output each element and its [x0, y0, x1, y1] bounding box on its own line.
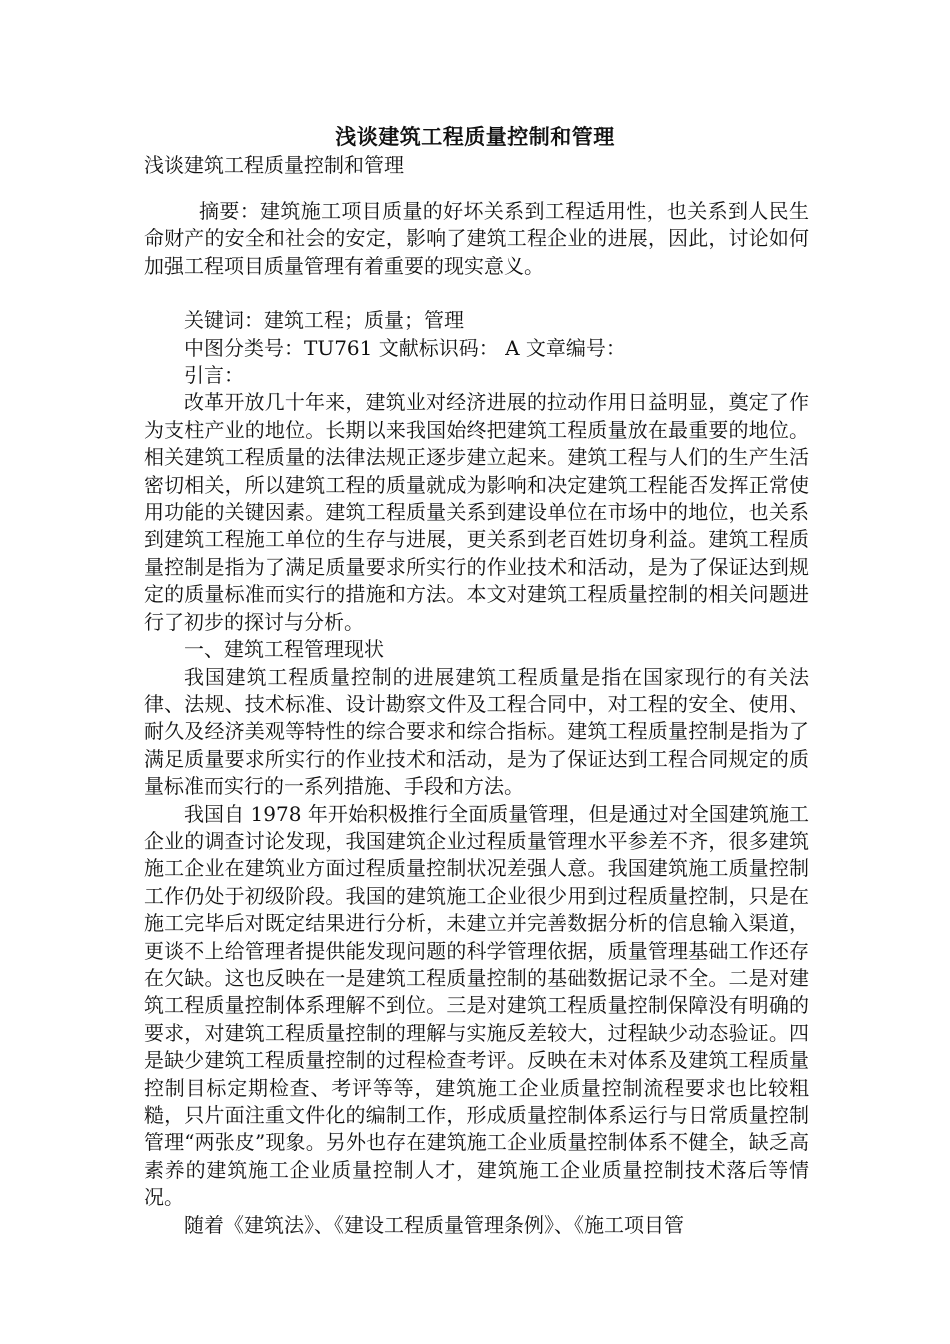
intro-paragraph: 改革开放几十年来，建筑业对经济进展的拉动作用日益明显，奠定了作为支柱产业的地位。长期以来我国始终把建筑工程质量放在最重要的地位。相关建筑工程质量的法律法规正逐步建立起来。建筑工程与人们的生产生活密切相关，所以建筑工程的质量就成为影响和决定建筑工程能否发挥正常使用功能的关键因素。建筑工程质量关系到建设单位在市场中的地位，也关系到建筑工程施工单位的生存与进展，更关系到老百姓切身利益。建筑工程质量控制是指为了满足质量要求所实行的作业技术和活动，是为了保证达到规定的质量标准而实行的措施和方法。本文对建筑工程质量控制的相关问题进行了初步的探讨与分析。	[144, 390, 809, 634]
body-paragraph: 随着《建筑法》、《建设工程质量管理条例》、《施工项目管	[184, 1212, 684, 1237]
keywords-line: 关键词：建筑工程；质量；管理	[184, 308, 464, 333]
section-heading: 一、建筑工程管理现状	[184, 637, 384, 662]
document-title: 浅谈建筑工程质量控制和管理	[335, 124, 615, 149]
abstract-paragraph: 摘要：建筑施工项目质量的好坏关系到工程适用性，也关系到人民生命财产的安全和社会的安定，影响了建筑工程企业的进展，因此，讨论如何加强工程项目质量管理有着重要的现实意义。	[144, 199, 809, 278]
classification-line: 中图分类号：TU761 文献标识码： A 文章编号：	[184, 335, 626, 360]
document-subtitle: 浅谈建筑工程质量控制和管理	[144, 153, 404, 177]
body-paragraph: 我国自 1978 年开始积极推行全面质量管理，但是通过对全国建筑施工企业的调查讨论发现，我国建筑企业过程质量管理水平参差不齐，很多建筑施工企业在建筑业方面过程质量控制状况差强人意。我国建筑施工质量控制工作仍处于初级阶段。我国的建筑施工企业很少用到过程质量控制，只是在施工完毕后对既定结果进行分析，未建立并完善数据分析的信息输入渠道，更谈不上给管理者提供能发现问题的科学管理依据，质量管理基础工作还存在欠缺。这也反映在一是建筑工程质量控制的基础数据记录不全。二是对建筑工程质量控制体系理解不到位。三是对建筑工程质量控制保障没有明确的要求，对建筑工程质量控制的理解与实施反差较大，过程缺少动态验证。四是缺少建筑工程质量控制的过程检查考评。反映在未对体系及建筑工程质量控制目标定期检查、考评等等，建筑施工企业质量控制流程要求也比较粗糙，只片面注重文件化的编制工作，形成质量控制体系运行与日常质量控制管理“两张皮”现象。另外也存在建筑施工企业质量控制体系不健全，缺乏高素养的建筑施工企业质量控制人才，建筑施工企业质量控制技术落后等情况。	[144, 801, 809, 1210]
document-body	[144, 198, 809, 1239]
intro-label: 引言：	[184, 363, 244, 388]
body-paragraph: 我国建筑工程质量控制的进展建筑工程质量是指在国家现行的有关法律、法规、技术标准、设计勘察文件及工程合同中，对工程的安全、使用、耐久及经济美观等特性的综合要求和综合指标。建筑工程质量控制是指为了满足质量要求所实行的作业技术和活动，是为了保证达到工程合同规定的质量标准而实行的一系列措施、手段和方法。	[144, 664, 809, 799]
